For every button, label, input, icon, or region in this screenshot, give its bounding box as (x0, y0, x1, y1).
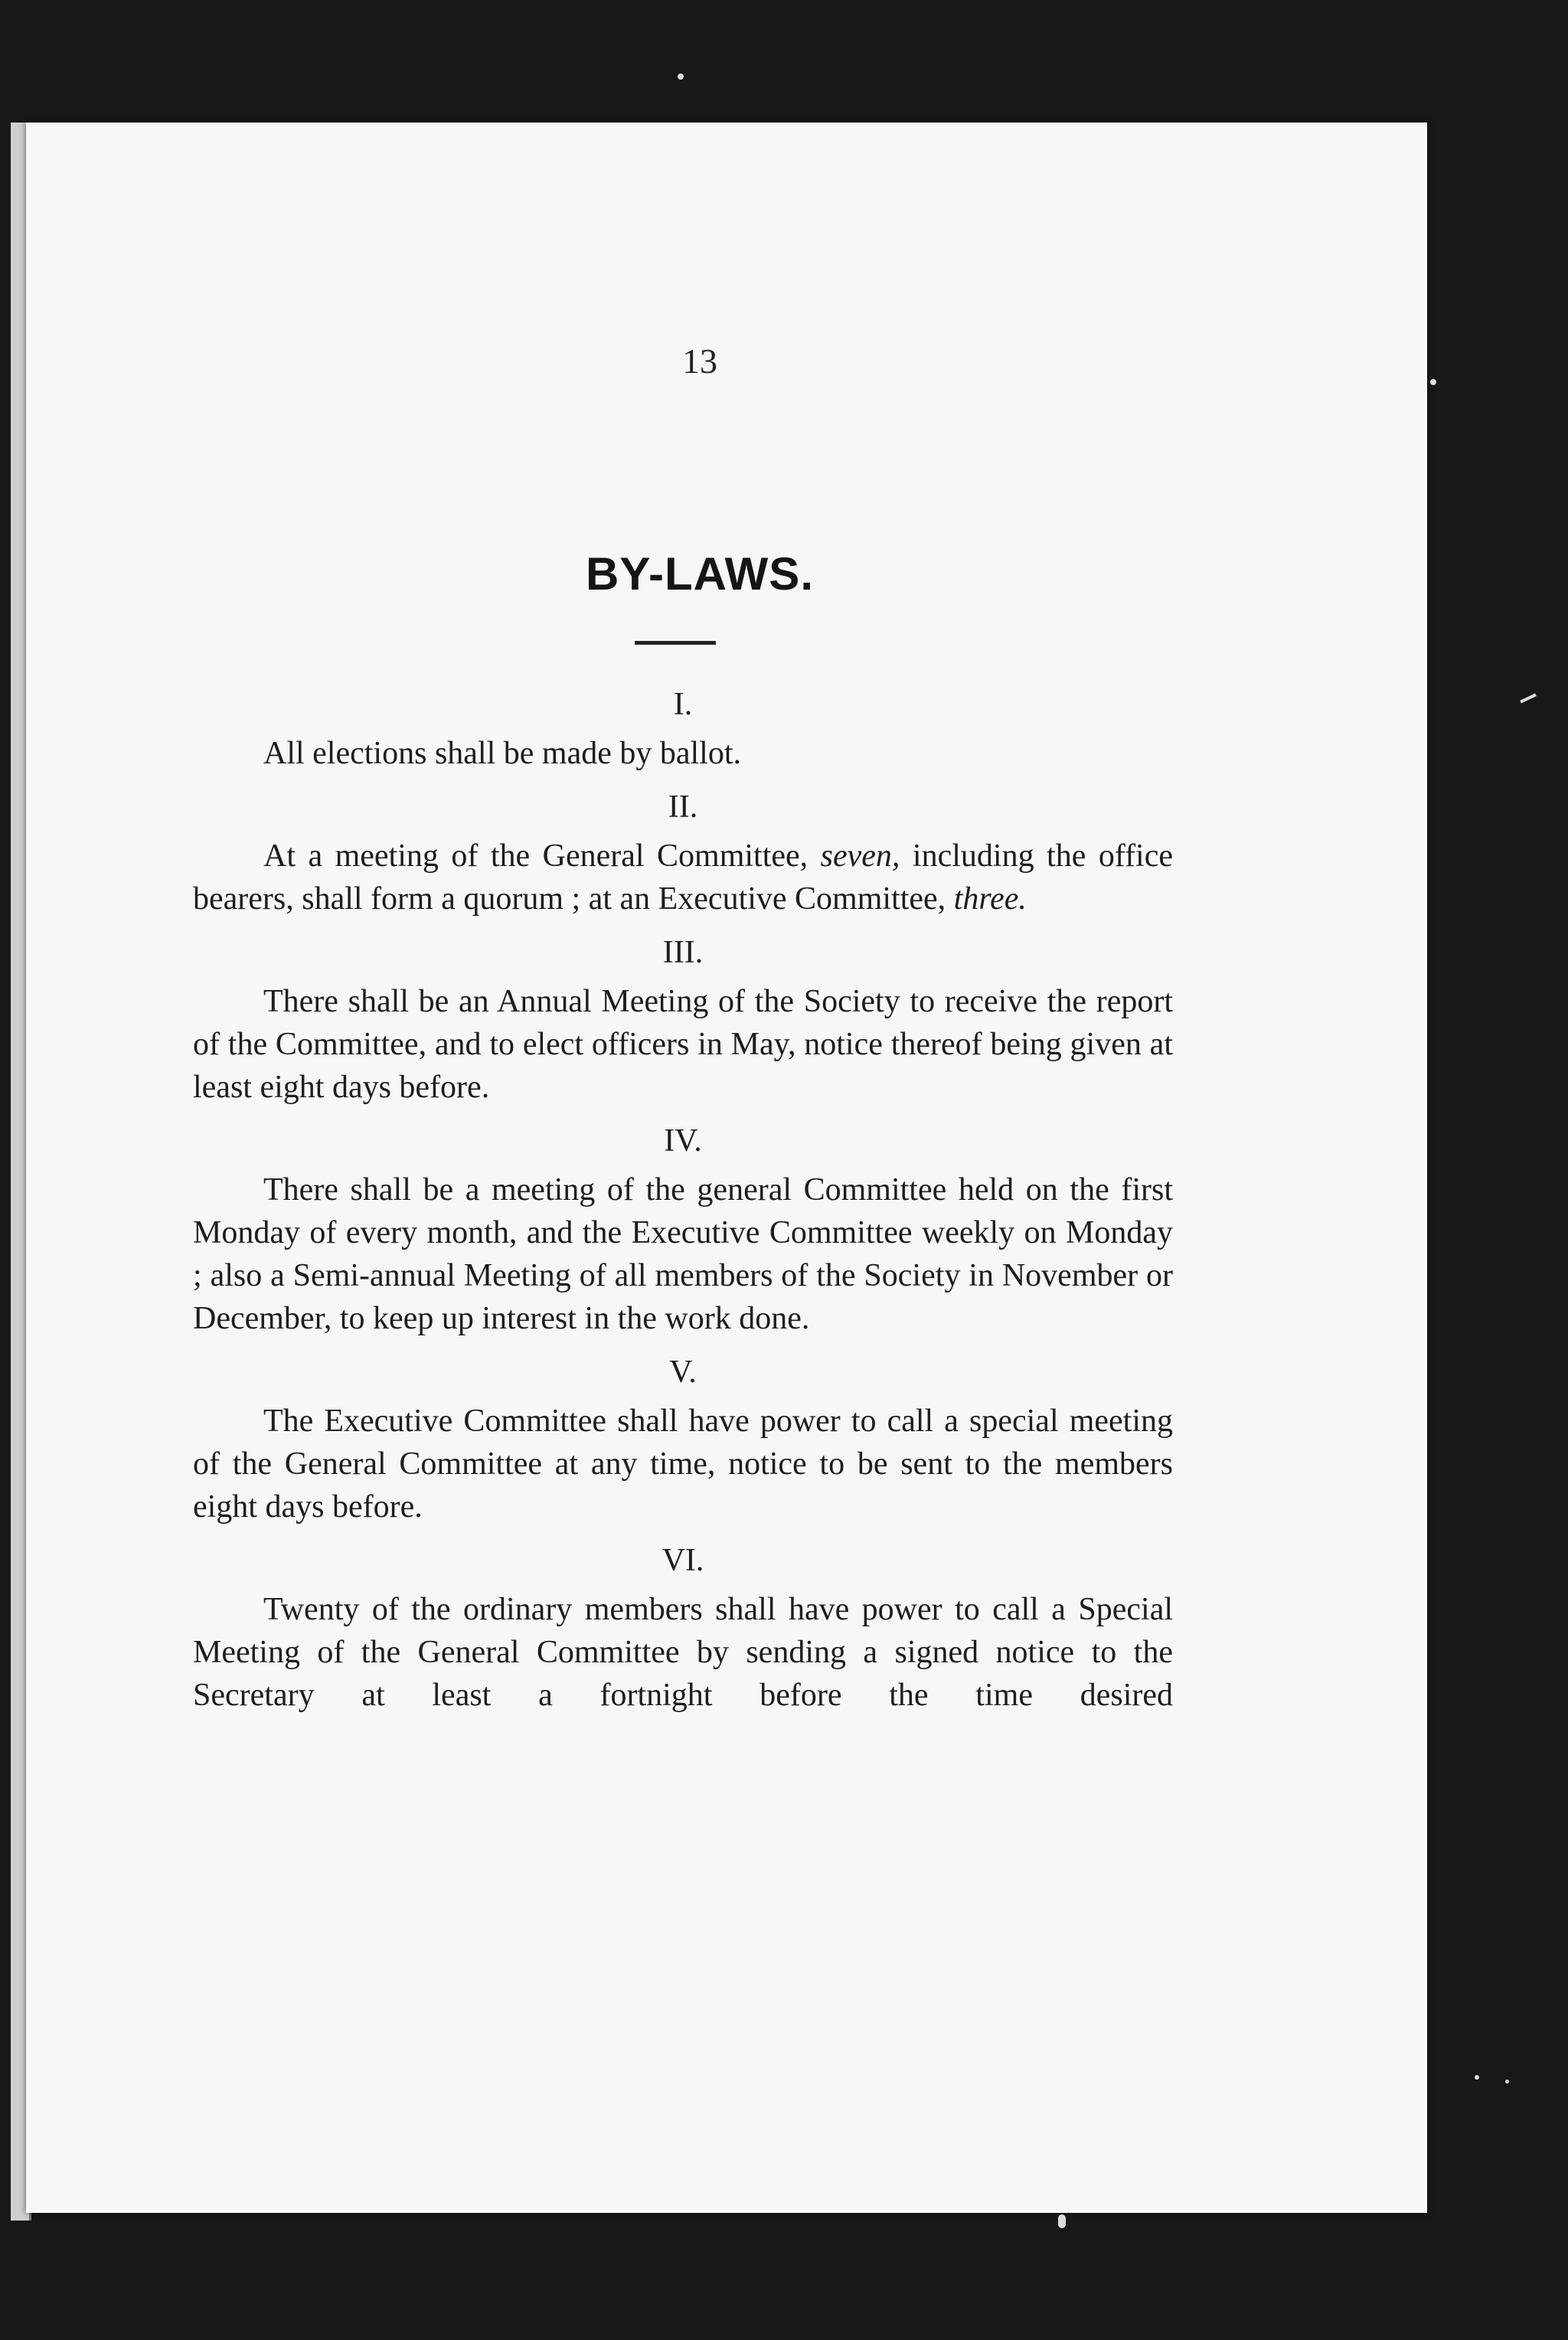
section-numeral-5: V. (669, 1355, 697, 1390)
dust-speck (1430, 379, 1436, 385)
section-text-5: The Executive Committee shall have power to call a special meeting of the General Committee at any time, notice to be sent to the members eight days before. (193, 1404, 1173, 1525)
dust-speck (1475, 2075, 1479, 2080)
page-title: BY-LAWS. (585, 548, 814, 600)
section-2-emphasis-three: three. (953, 881, 1027, 917)
section-numeral-1: I. (673, 687, 693, 722)
bylaws-body (193, 672, 1173, 1717)
dust-speck (1520, 694, 1537, 704)
section-2-text-middle: including the office bearers, shall form a quorum ; at an Executive Committee, (193, 838, 1174, 917)
section-2-text-before: At a meeting of the General Committee, (263, 838, 821, 874)
section-numeral-2: II. (668, 789, 698, 825)
section-numeral-4: IV. (664, 1123, 702, 1159)
dust-speck (678, 74, 684, 80)
dust-speck (1505, 2080, 1509, 2083)
section-numeral-6: VI. (662, 1543, 704, 1578)
dust-speck (1058, 2214, 1066, 2228)
section-text-6: Twenty of the ordinary members shall have power to call a Special Meeting of the General Committee by sending a signed notice to the Secretary at least a fortnight before the time desired (193, 1592, 1173, 1713)
section-text-2 (193, 835, 1173, 920)
section-numeral-3: III. (662, 935, 704, 970)
document-page (26, 123, 1427, 2213)
section-text-3: There shall be an Annual Meeting of the Society to receive the report of the Committee, and to elect officers in May, notice thereof being given at least eight days before. (193, 984, 1173, 1105)
page-number: 13 (682, 342, 717, 381)
section-text-4: There shall be a meeting of the general Committee held on the first Monday of every month, and the Executive Committee weekly on Monday ; also a Semi-annual Meeting of all members of the Society in November or December, to keep up interest in the work done. (193, 1172, 1173, 1336)
section-2-emphasis-seven: seven, (820, 838, 900, 874)
title-divider (635, 641, 716, 645)
section-text-1: All elections shall be made by ballot. (263, 736, 742, 771)
